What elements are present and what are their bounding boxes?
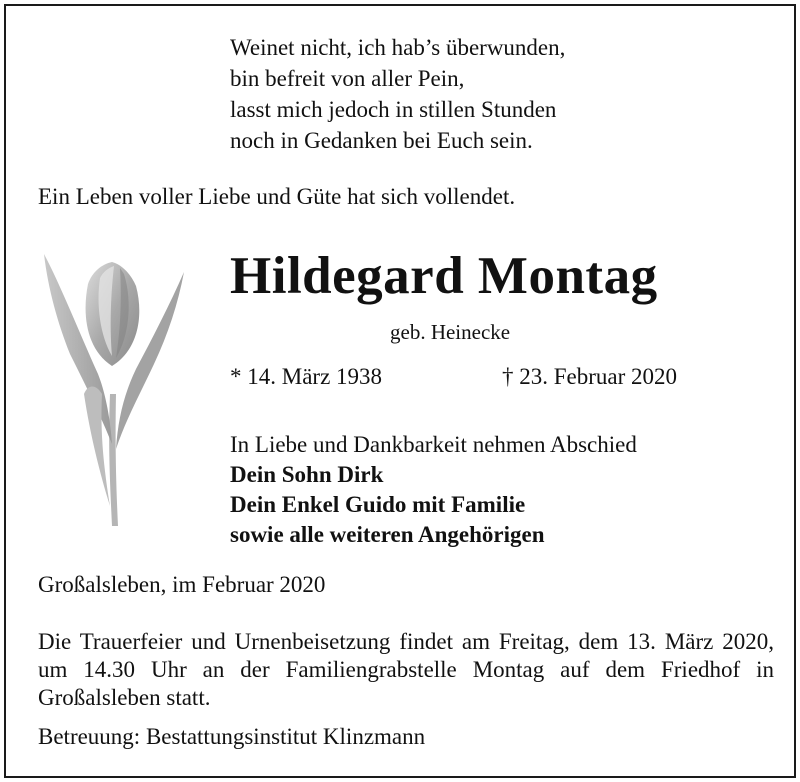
mourners-block <box>230 430 637 550</box>
mourner-name: sowie alle weiteren Angehörigen <box>230 522 545 547</box>
death-date: † 23. Februar 2020 <box>502 364 678 389</box>
deceased-name: Hildegard Montag <box>230 247 658 305</box>
poem-line: lasst mich jedoch in stillen Stunden <box>230 97 557 122</box>
poem-line: noch in Gedanken bei Euch sein. <box>230 128 533 153</box>
tulip-icon <box>40 244 188 528</box>
poem-line: bin befreit von aller Pein, <box>230 66 465 91</box>
mourners-intro: In Liebe und Dankbarkeit nehmen Abschied <box>230 432 637 457</box>
maiden-name: geb. Heinecke <box>390 320 511 344</box>
poem-line: Weinet nicht, ich hab’s überwunden, <box>230 35 566 60</box>
mourner-name: Dein Sohn Dirk <box>230 462 384 487</box>
obituary-card <box>4 4 796 778</box>
place-date: Großalsleben, im Februar 2020 <box>38 572 326 597</box>
undertaker-note: Betreuung: Bestattungsinstitut Klinzmann <box>38 724 426 749</box>
poem <box>230 32 565 156</box>
birth-date: * 14. März 1938 <box>230 364 383 389</box>
service-announcement: Die Trauerfeier und Urnenbeisetzung findet am Freitag, dem 13. März 2020, um 14.30 Uhr an der Familiengrabstelle Montag auf dem Friedhof in Großalsleben statt. <box>38 629 774 710</box>
intro-text: Ein Leben voller Liebe und Güte hat sich vollendet. <box>38 184 516 209</box>
mourner-name: Dein Enkel Guido mit Familie <box>230 492 526 517</box>
